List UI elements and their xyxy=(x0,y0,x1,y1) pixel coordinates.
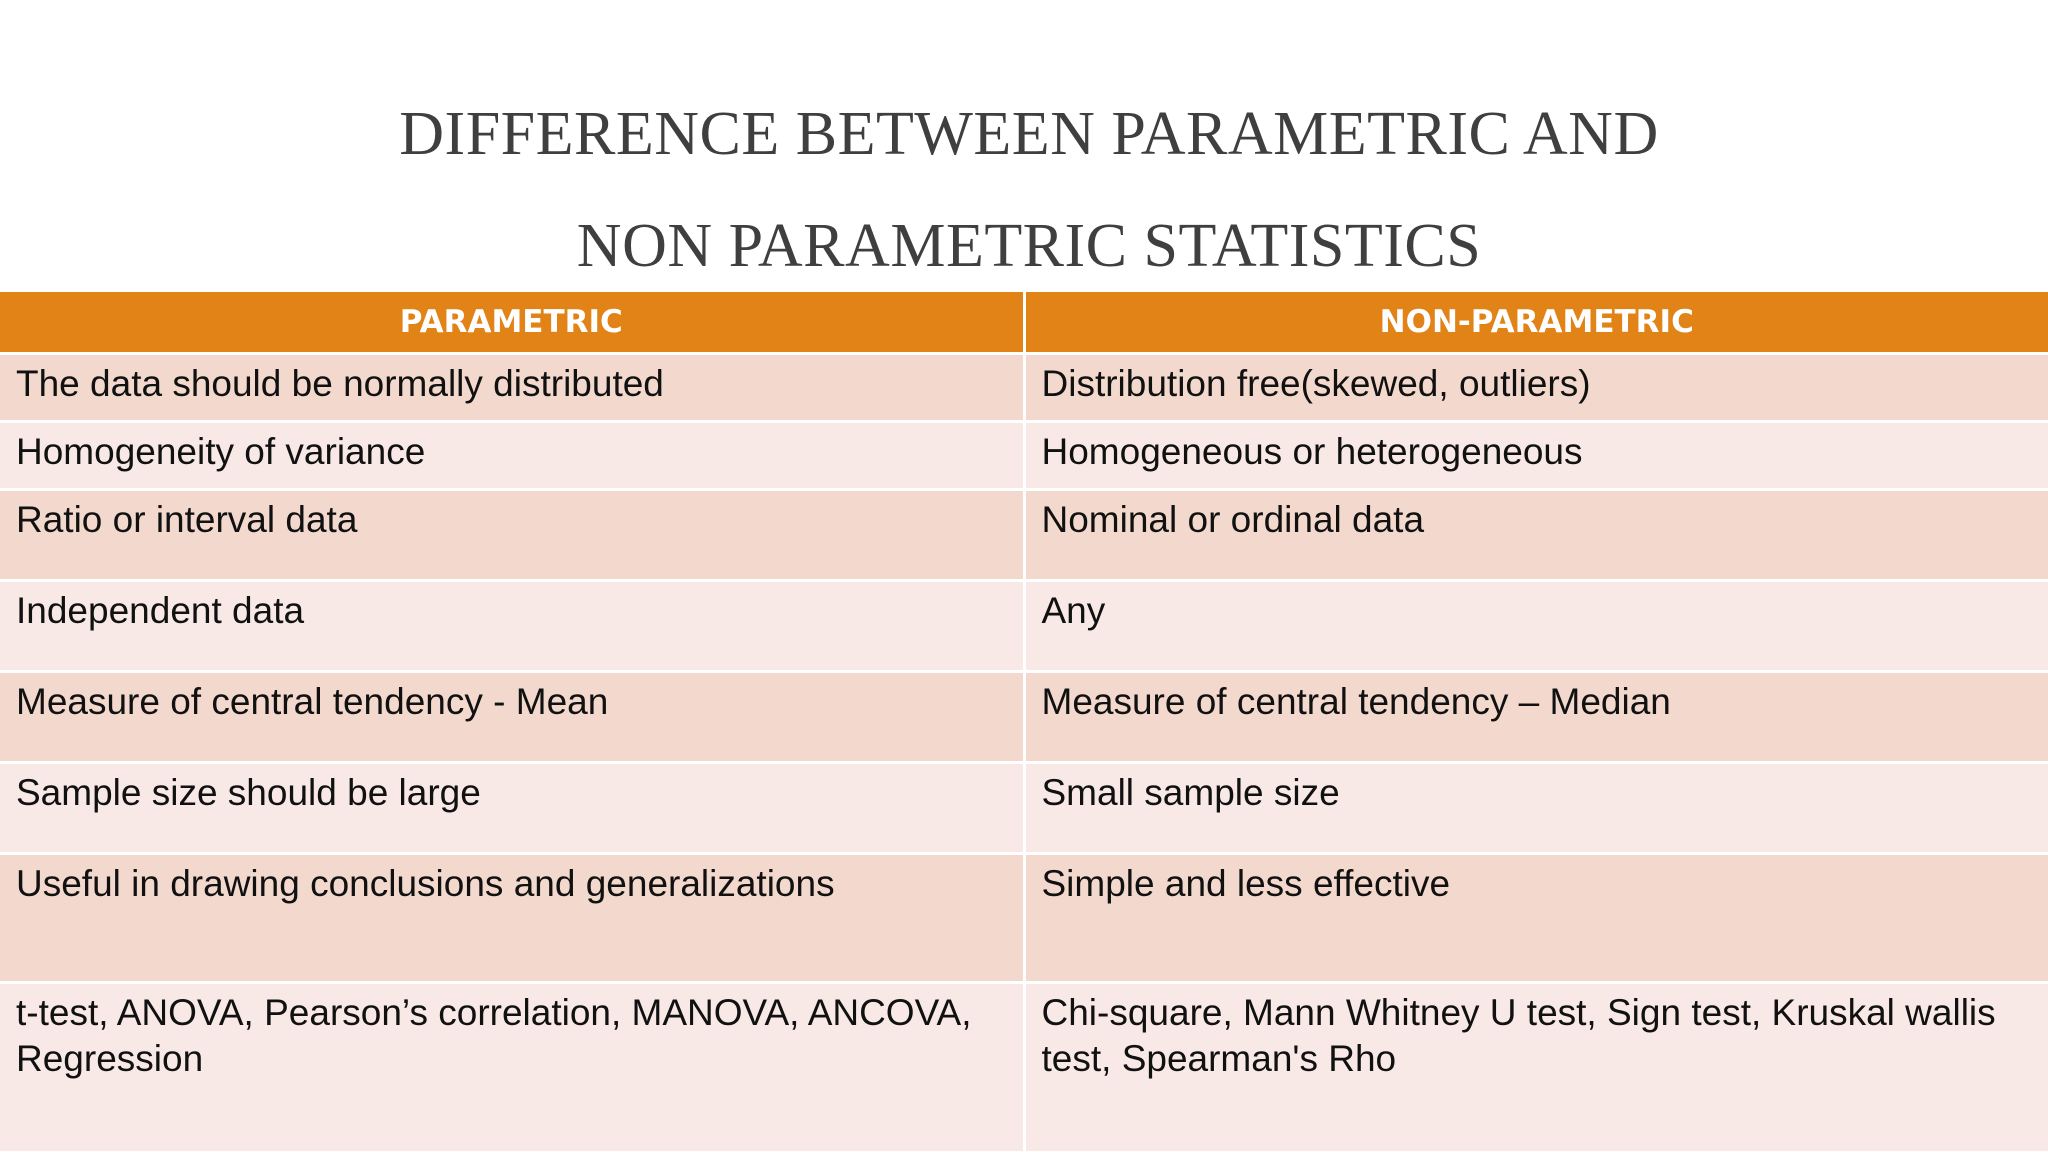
cell-non-parametric: Nominal or ordinal data xyxy=(1024,490,2048,581)
cell-parametric: Sample size should be large xyxy=(0,763,1024,854)
cell-non-parametric: Homogeneous or heterogeneous xyxy=(1024,422,2048,490)
cell-non-parametric: Measure of central tendency – Median xyxy=(1024,672,2048,763)
slide-title xyxy=(0,78,2048,302)
cell-non-parametric: Simple and less effective xyxy=(1024,854,2048,983)
cell-parametric: Measure of central tendency - Mean xyxy=(0,672,1024,763)
header-parametric: PARAMETRIC xyxy=(0,292,1024,354)
table-row xyxy=(0,354,2048,422)
table-row xyxy=(0,983,2048,1152)
title-line-2: NON PARAMETRIC STATISTICS xyxy=(576,212,1482,280)
table-header-row xyxy=(0,292,2048,354)
header-non-parametric: NON-PARAMETRIC xyxy=(1024,292,2048,354)
cell-parametric: Homogeneity of variance xyxy=(0,422,1024,490)
comparison-table xyxy=(0,292,2048,1152)
cell-non-parametric: Distribution free(skewed, outliers) xyxy=(1024,354,2048,422)
cell-parametric: Ratio or interval data xyxy=(0,490,1024,581)
table-row xyxy=(0,422,2048,490)
cell-parametric: t-test, ANOVA, Pearson’s correlation, MANOVA, ANCOVA, Regression xyxy=(0,983,1024,1152)
cell-non-parametric: Any xyxy=(1024,581,2048,672)
table-row xyxy=(0,672,2048,763)
cell-non-parametric: Small sample size xyxy=(1024,763,2048,854)
cell-non-parametric: Chi-square, Mann Whitney U test, Sign test, Kruskal wallis test, Spearman's Rho xyxy=(1024,983,2048,1152)
table-row xyxy=(0,854,2048,983)
cell-parametric: The data should be normally distributed xyxy=(0,354,1024,422)
cell-parametric: Independent data xyxy=(0,581,1024,672)
table-row xyxy=(0,490,2048,581)
title-line-1: DIFFERENCE BETWEEN PARAMETRIC AND xyxy=(399,100,1659,168)
cell-parametric: Useful in drawing conclusions and generalizations xyxy=(0,854,1024,983)
table-row xyxy=(0,581,2048,672)
table-row xyxy=(0,763,2048,854)
